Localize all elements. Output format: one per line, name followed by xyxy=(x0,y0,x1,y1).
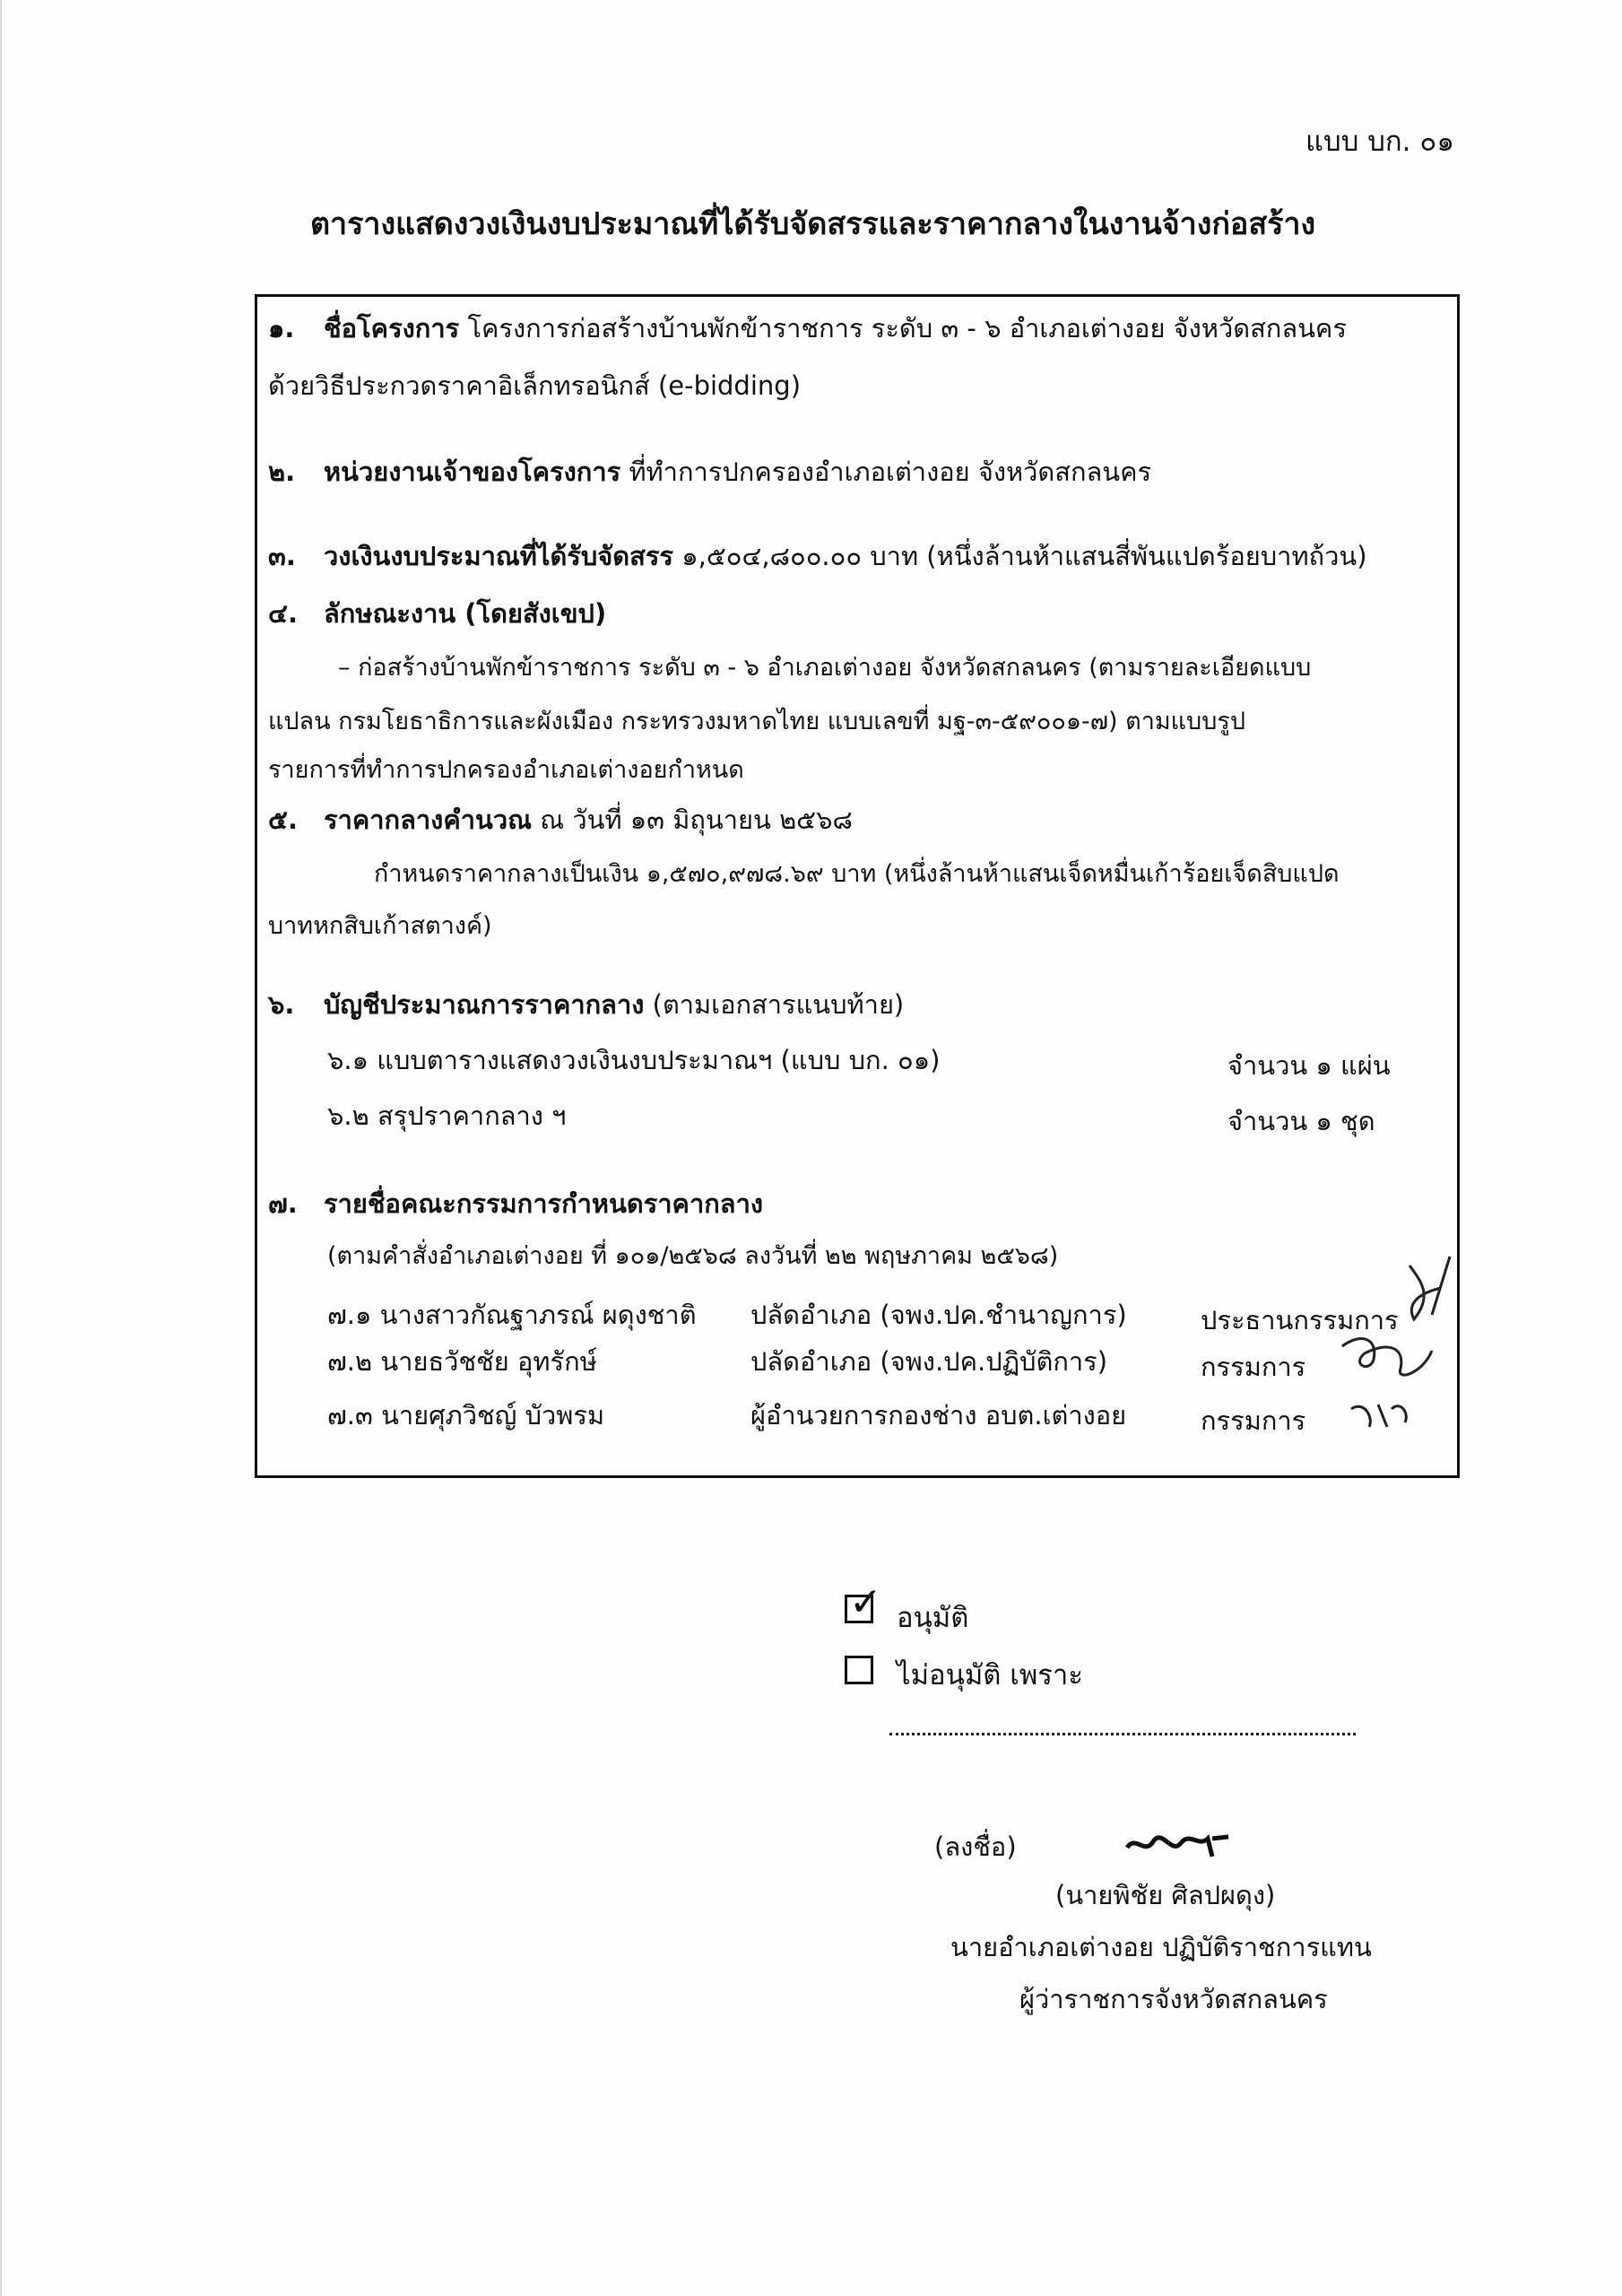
section-6-text: (ตามเอกสารแนบท้าย) xyxy=(652,989,905,1020)
section-6-item: ๖.๒ สรุปราคากลาง ฯ xyxy=(327,1100,567,1131)
page-title: ตารางแสดงวงเงินงบประมาณที่ได้รับจัดสรรและราคากลางในงานจ้างก่อสร้าง xyxy=(309,206,1316,242)
section-4: ๔. ลักษณะงาน (โดยสังเขป) xyxy=(268,598,607,629)
member-name: ๗.๒ นายธวัชชัย อุทรักษ์ xyxy=(327,1346,597,1377)
section-1-text2: ด้วยวิธีประกวดราคาอิเล็กทรอนิกส์ (e-bidding) xyxy=(268,370,802,401)
section-5: ๕. ราคากลางคำนวณ ณ วันที่ ๑๓ มิถุนายน ๒๕๖๘ xyxy=(268,804,853,835)
section-1-text: โครงการก่อสร้างบ้านพักข้าราชการ ระดับ ๓ - ๖ อำเภอเต่างอย จังหวัดสกลนคร xyxy=(467,313,1347,344)
section-4-label: ลักษณะงาน (โดยสังเขป) xyxy=(324,598,607,629)
section-1: ๑. ชื่อโครงการ โครงการก่อสร้างบ้านพักข้าราชการ ระดับ ๓ - ๖ อำเภอเต่างอย จังหวัดสกลนคร xyxy=(268,313,1347,344)
form-code: แบบ บก. ๐๑ xyxy=(1305,126,1454,158)
approve-label: อนุมัติ xyxy=(897,1602,969,1634)
section-7-order: (ตามคำสั่งอำเภอเต่างอย ที่ ๑๐๑/๒๕๖๘ ลงวันที่ ๒๒ พฤษภาคม ๒๕๖๘) xyxy=(327,1242,1059,1270)
section-6-item-qty: จำนวน ๑ ชุด xyxy=(1227,1106,1375,1136)
section-4-line3: รายการที่ทำการปกครองอำเภอเต่างอยกำหนด xyxy=(268,756,744,784)
committee-signatures xyxy=(1324,1248,1459,1472)
reject-label: ไม่อนุมัติ เพราะ xyxy=(897,1659,1083,1692)
member-role: ประธานกรรมการ xyxy=(1201,1305,1399,1335)
member-position: ปลัดอำเภอ (จพง.ปค.ชำนาญการ) xyxy=(750,1300,1127,1330)
section-3-text: ๑,๕๐๔,๘๐๐.๐๐ บาท (หนึ่งล้านห้าแสนสี่พันแปดร้อยบาทถ้วน) xyxy=(681,541,1367,571)
section-2-label: หน่วยงานเจ้าของโครงการ xyxy=(324,457,621,487)
signer-title-1: นายอำเภอเต่างอย ปฏิบัติราชการแทน xyxy=(950,1932,1372,1962)
director-signature xyxy=(1123,1821,1239,1866)
section-1-label: ชื่อโครงการ xyxy=(324,313,460,344)
details-box xyxy=(255,294,1460,1478)
section-5-text: ณ วันที่ ๑๓ มิถุนายน ๒๕๖๘ xyxy=(540,804,853,835)
member-role: กรรมการ xyxy=(1201,1405,1306,1436)
section-3: ๓. วงเงินงบประมาณที่ได้รับจัดสรร ๑,๕๐๔,๘๐๐.๐๐ บาท (หนึ่งล้านห้าแสนสี่พันแปดร้อยบาทถ้วน) xyxy=(268,541,1367,571)
member-name: ๗.๓ นายศุภวิชญ์ บัวพรม xyxy=(327,1400,605,1431)
sign-label: (ลงชื่อ) xyxy=(934,1831,1017,1862)
section-4-line2: แปลน กรมโยธาธิการและผังเมือง กระทรวงมหาดไทย แบบเลขที่ มฐ-๓-๕๙๐๐๑-๗) ตามแบบรูป xyxy=(268,708,1245,735)
section-3-label: วงเงินงบประมาณที่ได้รับจัดสรร xyxy=(324,541,673,571)
section-5-line2: บาทหกสิบเก้าสตางค์) xyxy=(268,912,492,940)
section-5-label: ราคากลางคำนวณ xyxy=(324,804,533,835)
member-position: ปลัดอำเภอ (จพง.ปค.ปฏิบัติการ) xyxy=(750,1346,1108,1377)
signer-title-2: ผู้ว่าราชการจังหวัดสกลนคร xyxy=(1019,1984,1328,2014)
member-name: ๗.๑ นางสาวกัณฐาภรณ์ ผดุงชาติ xyxy=(327,1300,697,1330)
section-2-text: ที่ทำการปกครองอำเภอเต่างอย จังหวัดสกลนคร xyxy=(629,457,1152,487)
section-6: ๖. บัญชีประมาณการราคากลาง (ตามเอกสารแนบท้าย) xyxy=(268,989,905,1020)
check-mark-icon: ✓ xyxy=(849,1579,882,1625)
section-7: ๗. รายชื่อคณะกรรมการกำหนดราคากลาง xyxy=(268,1188,764,1219)
member-role: กรรมการ xyxy=(1201,1352,1306,1382)
member-position: ผู้อำนวยการกองช่าง อบต.เต่างอย xyxy=(750,1400,1127,1431)
section-4-line1: – ก่อสร้างบ้านพักข้าราชการ ระดับ ๓ - ๖ อำเภอเต่างอย จังหวัดสกลนคร (ตามรายละเอียดแบบ xyxy=(338,654,1312,682)
section-7-label: รายชื่อคณะกรรมการกำหนดราคากลาง xyxy=(324,1188,764,1219)
reject-checkbox[interactable] xyxy=(845,1656,873,1684)
reason-dotted-line xyxy=(889,1729,1356,1735)
signer-name: (นายพิชัย ศิลปผดุง) xyxy=(1055,1880,1276,1910)
section-5-line1: กำหนดราคากลางเป็นเงิน ๑,๕๗๐,๙๗๘.๖๙ บาท (หนึ่งล้านห้าแสนเจ็ดหมื่นเก้าร้อยเจ็ดสิบแปด xyxy=(374,860,1340,888)
section-2: ๒. หน่วยงานเจ้าของโครงการ ที่ทำการปกครองอำเภอเต่างอย จังหวัดสกลนคร xyxy=(268,457,1152,487)
section-6-item-qty: จำนวน ๑ แผ่น xyxy=(1227,1050,1391,1081)
approve-checkbox[interactable] xyxy=(845,1579,882,1625)
section-6-item: ๖.๑ แบบตารางแสดงวงเงินงบประมาณฯ (แบบ บก. ๐๑) xyxy=(327,1045,941,1075)
section-6-label: บัญชีประมาณการราคากลาง xyxy=(324,989,645,1020)
